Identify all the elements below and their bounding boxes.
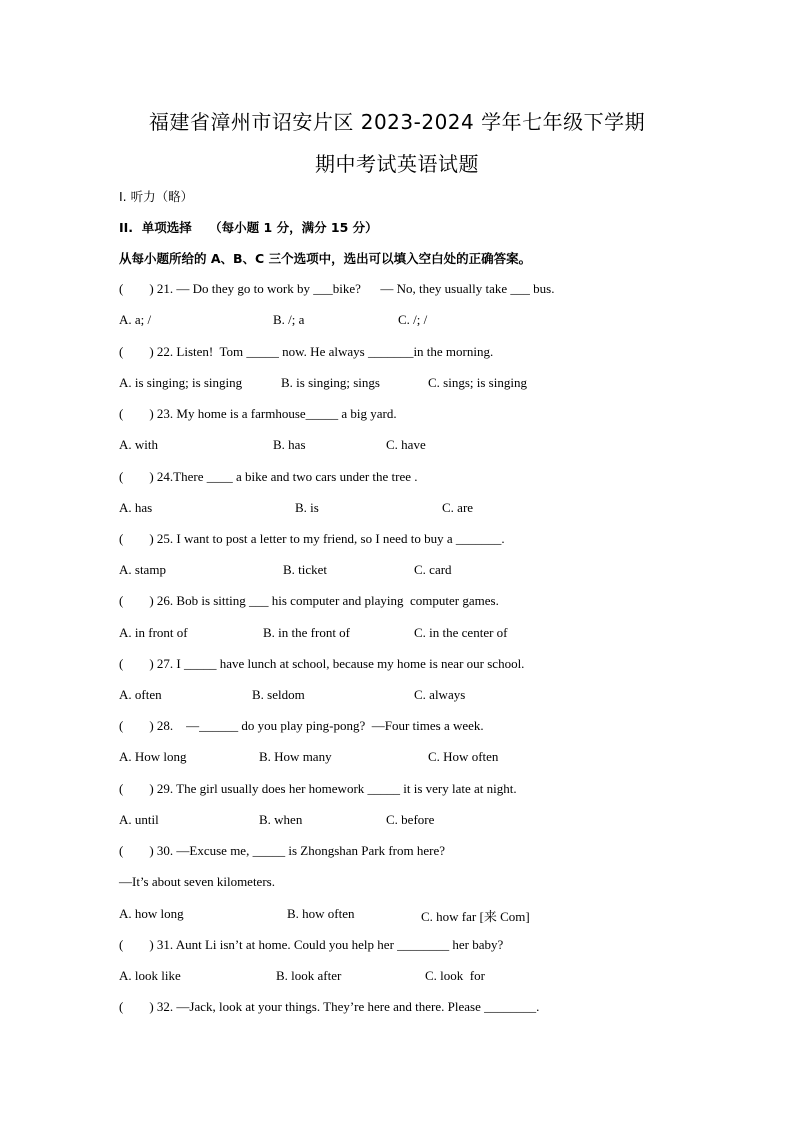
question-30-option-c: C. how far [来 Com] bbox=[421, 909, 530, 924]
question-22-stem: ( ) 22. Listen! Tom _____ now. He always _______in the morning. bbox=[119, 344, 494, 359]
question-22-option-c: C. sings; is singing bbox=[428, 375, 527, 390]
question-31-option-b: B. look after bbox=[276, 968, 342, 983]
question-31-stem: ( ) 31. Aunt Li isn’t at home. Could you help her ________ her baby? bbox=[119, 937, 504, 952]
question-26-option-b: B. in the front of bbox=[263, 625, 351, 640]
question-22-option-b: B. is singing; sings bbox=[281, 375, 380, 390]
question-23-option-a: A. with bbox=[119, 437, 158, 452]
question-23-option-b: B. has bbox=[273, 437, 306, 452]
question-28-option-a: A. How long bbox=[119, 749, 187, 764]
question-29-option-b: B. when bbox=[259, 812, 303, 827]
question-24-option-a: A. has bbox=[119, 500, 153, 515]
question-28-stem: ( ) 28. —______ do you play ping-pong? —Four times a week. bbox=[119, 718, 484, 733]
question-26-option-c: C. in the center of bbox=[414, 625, 508, 640]
question-24-option-c: C. are bbox=[442, 500, 474, 515]
question-21-option-a: A. a; / bbox=[119, 312, 152, 327]
question-32-stem: ( ) 32. —Jack, look at your things. They’re here and there. Please ________. bbox=[119, 999, 540, 1014]
question-23-option-c: C. have bbox=[386, 437, 426, 452]
question-29-option-c: C. before bbox=[386, 812, 435, 827]
section-listening: Ⅰ. 听力（略） bbox=[119, 189, 194, 204]
question-27-stem: ( ) 27. I _____ have lunch at school, because my home is near our school. bbox=[119, 656, 525, 671]
title-line-1: 福建省漳州市诏安片区 2023-2024 学年七年级下学期 bbox=[148, 110, 646, 134]
question-29-option-a: A. until bbox=[119, 812, 159, 827]
question-21-option-b: B. /; a bbox=[273, 312, 305, 327]
question-29-stem: ( ) 29. The girl usually does her homework _____ it is very late at night. bbox=[119, 781, 517, 796]
section-choice-heading: II. 单项选择 （每小题 1 分，满分 15 分） bbox=[119, 220, 378, 235]
question-31-option-c: C. look for bbox=[425, 968, 485, 983]
question-27-option-c: C. always bbox=[414, 687, 466, 702]
question-25-option-c: C. card bbox=[414, 562, 452, 577]
question-27-option-a: A. often bbox=[119, 687, 162, 702]
question-22-option-a: A. is singing; is singing bbox=[119, 375, 243, 390]
question-26-option-a: A. in front of bbox=[119, 625, 188, 640]
question-25-option-b: B. ticket bbox=[283, 562, 328, 577]
question-23-stem: ( ) 23. My home is a farmhouse_____ a big yard. bbox=[119, 406, 397, 421]
question-26-stem: ( ) 26. Bob is sitting ___ his computer and playing computer games. bbox=[119, 593, 499, 608]
question-31-option-a: A. look like bbox=[119, 968, 181, 983]
question-30-stem: ( ) 30. —Excuse me, _____ is Zhongshan Park from here? bbox=[119, 843, 446, 858]
question-24-stem: ( ) 24.There ____ a bike and two cars under the tree . bbox=[119, 469, 418, 484]
question-28-option-b: B. How many bbox=[259, 749, 332, 764]
question-25-stem: ( ) 25. I want to post a letter to my friend, so I need to buy a _______. bbox=[119, 531, 505, 546]
question-27-option-b: B. seldom bbox=[252, 687, 305, 702]
question-25-option-a: A. stamp bbox=[119, 562, 166, 577]
question-21-stem: ( ) 21. — Do they go to work by ___bike? — No, they usually take ___ bus. bbox=[119, 281, 555, 296]
title-line-2: 期中考试英语试题 bbox=[315, 152, 479, 176]
question-30-option-a: A. how long bbox=[119, 906, 184, 921]
question-24-option-b: B. is bbox=[295, 500, 319, 515]
section-instruction: 从每小题所给的 A、B、C 三个选项中，选出可以填入空白处的正确答案。 bbox=[119, 251, 532, 266]
question-30-response: —It’s about seven kilometers. bbox=[119, 874, 275, 889]
question-21-option-c: C. /; / bbox=[398, 312, 428, 327]
question-28-option-c: C. How often bbox=[428, 749, 499, 764]
question-30-option-b: B. how often bbox=[287, 906, 355, 921]
